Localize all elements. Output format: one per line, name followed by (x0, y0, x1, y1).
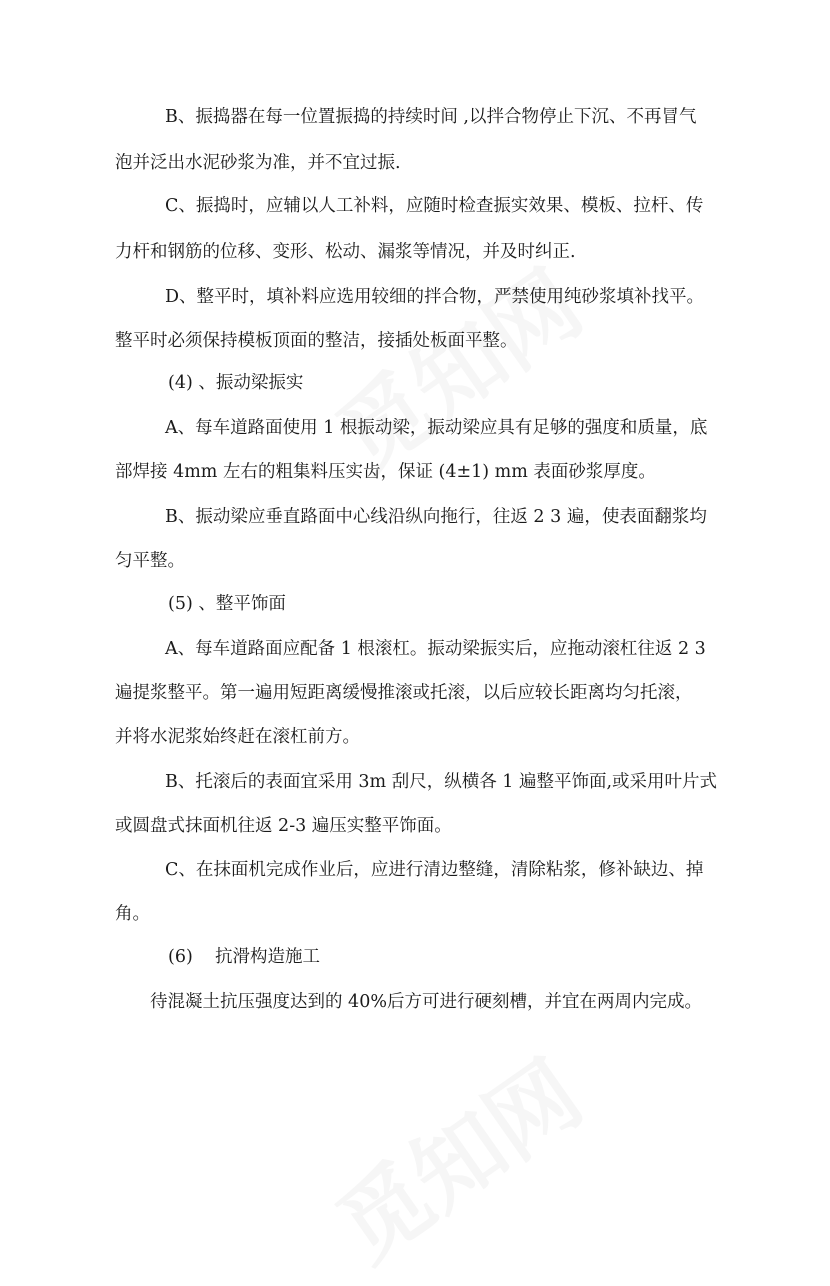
text-line: B、振捣器在每一位置振捣的持续时间 ,以拌合物停止下沉、不再冒气 (165, 107, 697, 127)
watermark (307, 234, 603, 495)
text-line: 待混凝土抗压强度达到的 40%后方可进行硬刻槽，并宜在两周内完成。 (150, 992, 702, 1012)
text-line: 部焊接 4mm 左右的粗集料压实齿，保证 (4±1) mm 表面砂浆厚度。 (115, 462, 656, 482)
text-line: 角。 (115, 904, 150, 924)
text-line: D、整平时，填补料应选用较细的拌合物，严禁使用纯砂浆填补找平。 (165, 287, 705, 307)
text-line: 泡并泛出水泥砂浆为准，并不宜过振. (115, 153, 401, 173)
text-line: 力杆和钢筋的位移、变形、松动、漏浆等情况，并及时纠正. (115, 242, 576, 262)
text-line: 整平时必须保持模板顶面的整洁，接插处板面平整。 (115, 331, 518, 351)
text-line: 匀平整。 (115, 551, 185, 571)
text-line: 遍提浆整平。第一遍用短距离缓慢推滚或托滚，以后应较长距离均匀托滚， (115, 683, 693, 703)
section-heading: (6) 抗滑构造施工 (168, 947, 321, 967)
text-line: 并将水泥浆始终赶在滚杠前方。 (115, 727, 360, 747)
text-line: B、振动梁应垂直路面中心线沿纵向拖行，往返 2 3 遍，使表面翻浆均 (165, 507, 707, 527)
text-line: B、托滚后的表面宜采用 3m 刮尺，纵横各 1 遍整平饰面,或采用叶片式 (165, 772, 718, 792)
section-heading: (4) 、振动梁振实 (168, 373, 304, 393)
text-line: A、每车道路面使用 1 根振动梁，振动梁应具有足够的强度和质量，底 (165, 418, 708, 438)
section-heading: (5) 、整平饰面 (168, 594, 286, 614)
text-line: 或圆盘式抹面机往返 2-3 遍压实整平饰面。 (115, 816, 452, 836)
text-line: C、在抹面机完成作业后，应进行清边整缝，清除粘浆，修补缺边、掉 (165, 860, 704, 880)
text-line: C、振捣时，应辅以人工补料，应随时检查振实效果、模板、拉杆、传 (165, 196, 704, 216)
text-line: A、每车道路面应配备 1 根滚杠。振动梁振实后，应拖动滚杠往返 2 3 (165, 639, 706, 659)
watermark (307, 1024, 603, 1285)
